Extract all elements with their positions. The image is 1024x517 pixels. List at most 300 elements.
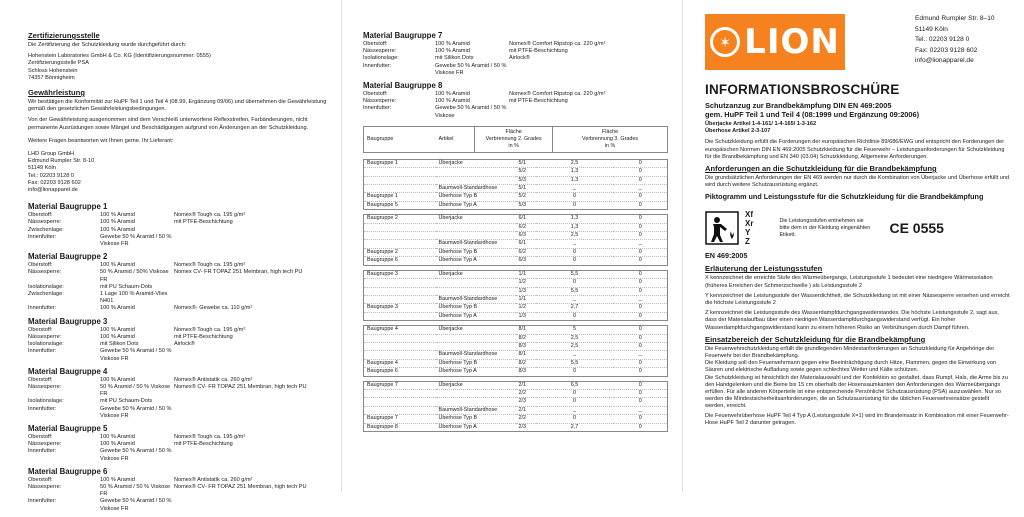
- table-cell: 8/3: [516, 342, 536, 350]
- table-cell: Baugruppe 8: [367, 423, 398, 430]
- table-cell: 0: [536, 415, 614, 423]
- table-cell: Überhose Typ B: [436, 304, 516, 312]
- table-cell: 0: [614, 359, 668, 367]
- material-block: [363, 31, 668, 77]
- material-cell: 100 % Aramid: [100, 262, 135, 269]
- table-cell: 2/3: [518, 423, 526, 430]
- table-cell: 0: [614, 159, 668, 167]
- material-cell: Nässesperre:: [28, 441, 62, 448]
- table-cell: 0: [614, 223, 668, 231]
- material-cell: Oberstoff:: [28, 433, 53, 440]
- table-cell: 5,5: [536, 287, 614, 295]
- table-cell: 0: [536, 248, 614, 256]
- warranty-text-3: Weitere Fragen beantworten wir Ihnen gerne. Ihr Lieferant:: [28, 137, 174, 144]
- material-row: [28, 284, 331, 291]
- table-cell: 5/2: [516, 168, 536, 176]
- material-cell: mit PTFE-Beschichtung: [174, 441, 233, 448]
- explanation-heading: Erläuterung der Leistungsstufen: [705, 264, 823, 274]
- material-cell: [174, 227, 331, 234]
- material-cell: Oberstoff:: [28, 262, 53, 269]
- burn-group-table: [363, 159, 668, 210]
- material-cell: 1 Lage 100 % Aramid-Vlies N401: [100, 291, 168, 305]
- requirements-text: Die grundsätzlichen Anforderungen der EN 469 werden nur durch die Kombination von Überjacke und Überhose erfüllt und wird durch weitere Schutzausrüstung ergänzt.: [705, 175, 1010, 189]
- table-cell: [436, 168, 516, 176]
- material-cell: [174, 448, 331, 462]
- material-title: Material Baugruppe 1: [28, 202, 108, 212]
- material-row: [28, 377, 331, 384]
- material-cell: Oberstoff:: [363, 41, 388, 47]
- material-cell: 100 % Aramid: [100, 433, 135, 440]
- material-cell: mit PTFE-Beschichtung: [509, 48, 568, 55]
- table-cell: [364, 351, 436, 359]
- material-cell: Oberstoff:: [28, 376, 53, 383]
- company-address: Edmund Rumpler Str. 8–10 51149 Köln Tel.: 02203 9128 0 Fax: 02203 9128 602 info@lionapparel.de: [915, 15, 995, 65]
- material-cell: [174, 284, 331, 291]
- articles-trousers: Überhose Artikel 2-3-107: [705, 128, 771, 135]
- table-cell: Baugruppe 1: [364, 159, 436, 167]
- cert-text: Die Zertifizierung der Schutzkleidung wurde durchgeführt durch:: [28, 42, 187, 48]
- table-cell: 0: [573, 201, 576, 208]
- material-row: [363, 55, 668, 62]
- table-cell: Baumwoll-Standardhose: [436, 185, 516, 193]
- table-cell: Baugruppe 6: [367, 368, 398, 375]
- cert-lab: Hohenstein Laboratories GmbH & Co. KG (Identifizierungsnummer: 0555) Zertifizierungsstelle PSA Schloss Hohenstein 74357 Bönnigheim: [28, 53, 211, 81]
- material-cell: Airlock®: [509, 55, 530, 62]
- material-block: [28, 424, 331, 463]
- table-cell: 0: [638, 257, 642, 264]
- page-left: [0, 0, 342, 512]
- explanation-y: Y kennzeichnet die Leistungsstufe der Wasserdichtheit, die Schutzkleidung ist mit einer Nässesperre versehen und erreicht die höchste Leistungsstufe 2: [705, 292, 1010, 307]
- table-cell: _: [614, 351, 668, 359]
- material-block: [28, 467, 331, 513]
- table-cell: [364, 295, 436, 303]
- table-cell: Baumwoll-Standardhose: [436, 295, 516, 303]
- material-cell: 100 % Aramid: [100, 226, 135, 233]
- table-cell: [436, 279, 516, 287]
- supplier-address: LHD Group GmbH Edmund Rumpler Str. 8-10 51149 Köln Tel.: 02203 9128 0 Fax: 02203 9128 602 info@lionapparel.de: [28, 151, 95, 194]
- table-cell: 0: [614, 389, 668, 397]
- table-row: [364, 215, 668, 223]
- material-cell: Oberstoff:: [28, 212, 53, 219]
- material-cell: [174, 406, 331, 420]
- material-cell: Nässesperre:: [28, 219, 62, 226]
- material-row: [28, 327, 331, 334]
- burn-group-table: [363, 381, 668, 432]
- table-cell: 0: [536, 193, 614, 201]
- page-right: [683, 0, 1024, 492]
- col-baugruppe: Baugruppe: [367, 135, 394, 142]
- material-cell: 100 % Aramid: [435, 48, 470, 55]
- brochure-title: INFORMATIONSBROSCHÜRE: [705, 82, 900, 97]
- lion-logo: [705, 14, 845, 70]
- table-row: [364, 159, 668, 167]
- cert-heading: Zertifizierungsstelle: [28, 31, 100, 40]
- middle-column: [363, 31, 668, 436]
- table-cell: 6/3: [518, 257, 526, 264]
- table-row: [364, 406, 668, 414]
- table-cell: 1/2: [516, 304, 536, 312]
- table-cell: 8/3: [518, 368, 526, 375]
- material-cell: Isolationslage:: [363, 55, 399, 62]
- table-row: [364, 381, 668, 389]
- material-cell: Gewebe 50 % Aramid / 50 % Viskose FR: [100, 448, 172, 462]
- material-row: [28, 219, 331, 226]
- material-cell: mit PTFE-Beschichtung: [509, 98, 568, 105]
- material-cell: [174, 498, 331, 512]
- intro-text: Die Schutzkleidung erfüllt die Forderungen der europäischen Richtlinie 89/686/EWG und entspricht den Forderungen der europäischen Normen DIN EN 469:2005 Schutzkleidung für die Feuerwehr – Leistungsanforderungen für Schutzkleidung für die Brandbekämpfung und EN 340 (03.04) Schutzkleidung, Allgemeine Anforderungen.: [705, 139, 1005, 160]
- table-cell: 2,5: [536, 342, 614, 350]
- en-label: EN 469:2005: [705, 251, 748, 261]
- material-row: [28, 384, 331, 398]
- material-block: [28, 367, 331, 420]
- material-cell: 50 % Aramid / 50 % Viskose FR: [100, 383, 171, 398]
- table-row: [364, 368, 668, 376]
- col-flaeche-3: Fläche Verbrennung 3. Grades in %: [553, 126, 668, 152]
- table-cell: 5: [536, 326, 614, 334]
- table-cell: [364, 287, 436, 295]
- table-cell: 8/2: [516, 334, 536, 342]
- material-row: [28, 448, 331, 462]
- material-cell: mit PTFE-Beschichtung: [174, 333, 233, 340]
- material-cell: mit PU Schaum-Dots: [100, 283, 153, 290]
- material-row: [28, 498, 331, 512]
- table-row: [364, 240, 668, 248]
- table-cell: 8/1: [516, 351, 536, 359]
- table-cell: Überhose Typ A: [438, 423, 477, 430]
- table-cell: Überjacke: [436, 381, 516, 389]
- table-cell: 0: [614, 342, 668, 350]
- table-cell: Baumwoll-Standardhose: [436, 351, 516, 359]
- table-cell: [364, 185, 436, 193]
- warranty-heading: Gewährleistung: [28, 88, 85, 98]
- material-cell: Nomex® Antistatik ca. 260 g/m²: [174, 376, 253, 383]
- table-cell: 0: [614, 304, 668, 312]
- material-cell: Nässesperre:: [28, 383, 62, 390]
- material-title: Material Baugruppe 7: [363, 31, 443, 40]
- table-cell: 0: [614, 215, 668, 223]
- table-cell: 1/3: [518, 312, 526, 319]
- table-row: [364, 398, 668, 406]
- table-cell: Überhose Typ B: [436, 193, 516, 201]
- table-cell: Überhose Typ A: [438, 368, 477, 375]
- table-cell: 2,5: [536, 334, 614, 342]
- table-cell: Überhose Typ B: [436, 248, 516, 256]
- table-cell: _: [614, 295, 668, 303]
- table-cell: 2,5: [536, 232, 614, 240]
- material-row: [28, 227, 331, 234]
- picto-levels: Xf Xr Y Z: [745, 210, 754, 247]
- table-cell: 0: [614, 232, 668, 240]
- table-cell: 1/2: [516, 279, 536, 287]
- table-cell: 2/3: [516, 398, 536, 406]
- material-cell: 100 % Aramid: [435, 98, 470, 105]
- table-row: [364, 176, 668, 184]
- table-cell: [436, 232, 516, 240]
- table-cell: 0: [536, 389, 614, 397]
- material-cell: mit PU Schaum-Dots: [100, 398, 153, 405]
- material-cell: 100 % Aramid: [100, 326, 135, 333]
- table-cell: Baugruppe 7: [364, 381, 436, 389]
- logo-text: LION: [744, 22, 840, 62]
- material-cell: mit PTFE-Beschichtung: [174, 219, 233, 226]
- table-cell: 0: [614, 415, 668, 423]
- pictogram-row: [705, 207, 1010, 249]
- table-row: [364, 295, 668, 303]
- pictogram-heading: Piktogramm und Leistungsstufe für die Schutzkleidung für die Brandbekämpfung: [705, 192, 984, 202]
- burn-table-header: [363, 126, 668, 153]
- table-row: [364, 257, 668, 265]
- burn-group-table: [363, 325, 668, 376]
- material-block: [28, 317, 331, 363]
- material-row: [363, 41, 668, 48]
- material-row: [28, 334, 331, 341]
- table-cell: [364, 168, 436, 176]
- table-row: [364, 168, 668, 176]
- table-cell: 0: [614, 168, 668, 176]
- material-cell: 100 % Aramid: [100, 219, 135, 226]
- firefighter-pictogram-icon: [705, 211, 739, 245]
- table-cell: _: [536, 185, 614, 193]
- material-cell: Nomex® Tough ca. 195 g/m²: [174, 433, 246, 440]
- table-cell: 0: [536, 398, 614, 406]
- material-cell: Nomex® CV- FR TOPAZ 251 Membran, high tech PU: [174, 483, 307, 490]
- table-cell: 8/1: [516, 326, 536, 334]
- material-row: [28, 434, 331, 441]
- subtitle-2: gem. HuPF Teil 1 und Teil 4 (08:1999 und Ergänzung 09:2006): [705, 110, 920, 119]
- table-row: [364, 185, 668, 193]
- material-cell: Nomex® CV- FR TOPAZ 251 Membran, high tech PU: [174, 383, 307, 390]
- material-title: Material Baugruppe 2: [28, 252, 108, 262]
- material-title: Material Baugruppe 6: [28, 466, 108, 476]
- table-cell: [364, 342, 436, 350]
- table-row: [364, 232, 668, 240]
- material-cell: Oberstoff:: [28, 326, 53, 333]
- material-row: [28, 484, 331, 498]
- table-row: [364, 304, 668, 312]
- table-cell: _: [536, 406, 614, 414]
- table-cell: _: [536, 351, 614, 359]
- material-cell: Nässesperre:: [363, 98, 397, 105]
- material-cell: [509, 63, 668, 77]
- table-cell: 2,5: [536, 159, 614, 167]
- table-row: [364, 279, 668, 287]
- material-cell: Innenfutter:: [28, 305, 57, 312]
- material-cell: Gewebe 50 % Aramid / 50 % Viskose FR: [100, 498, 172, 512]
- table-cell: 0: [638, 368, 642, 375]
- table-cell: Baugruppe 2: [364, 215, 436, 223]
- col-artikel: Artikel: [438, 135, 454, 142]
- table-cell: [364, 232, 436, 240]
- material-cell: Zwischenlage:: [28, 226, 64, 233]
- material-title: Material Baugruppe 5: [28, 423, 108, 433]
- right-column: [705, 101, 1010, 427]
- material-title: Material Baugruppe 4: [28, 366, 108, 376]
- table-cell: 0: [614, 381, 668, 389]
- explanation-x: X kennzeichnet die erreichte Stufe des Wärmeübergangs, Leistungsstufe 1 bedeutet eine niedrigere Wärmeisolation (früheres Erreichen der Schmerzschwelle ) als Leistungsstufe 2: [705, 275, 993, 289]
- table-cell: Baugruppe 4: [364, 326, 436, 334]
- material-cell: 100 % Aramid: [100, 476, 135, 483]
- table-cell: 2,7: [536, 304, 614, 312]
- table-cell: 1,3: [536, 168, 614, 176]
- table-cell: Überjacke: [436, 159, 516, 167]
- material-row: [363, 63, 668, 77]
- material-block: [28, 202, 331, 248]
- table-cell: Überjacke: [436, 270, 516, 278]
- scope-text-2: Die Kleidung soll den Feuerwehrmann gegen eine Beeinträchtigung durch Hitze, Flammen, gegen die Einwirkung von Säuren und elektrische Aufladung sowie gegen schlechtes Wetter und Kälte schützen.: [705, 360, 997, 374]
- material-cell: Nomex® Tough ca. 195 g/m²: [174, 212, 246, 219]
- material-cell: Gewebe 50 % Aramid / 50 % Viskose FR: [100, 348, 172, 362]
- table-cell: 5,5: [536, 270, 614, 278]
- table-cell: [364, 176, 436, 184]
- material-cell: Innenfutter:: [363, 62, 392, 69]
- material-row: [28, 348, 331, 362]
- table-cell: [436, 223, 516, 231]
- table-cell: 0: [614, 176, 668, 184]
- material-cell: Nomex® Tough ca. 195 g/m²: [174, 326, 246, 333]
- material-cell: Isolationslage:: [28, 283, 64, 290]
- table-cell: _: [536, 295, 614, 303]
- subtitle-1: Schutzanzug zur Brandbekämpfung DIN EN 469:2005: [705, 101, 892, 110]
- table-row: [364, 287, 668, 295]
- table-cell: 0: [614, 334, 668, 342]
- ce-mark: CE 0555: [889, 220, 944, 237]
- table-cell: 6/2: [516, 248, 536, 256]
- table-cell: 0: [573, 368, 576, 375]
- table-cell: _: [614, 185, 668, 193]
- material-row: [28, 341, 331, 348]
- material-row: [28, 234, 331, 248]
- material-cell: Nässesperre:: [28, 333, 62, 340]
- table-cell: 8/2: [516, 359, 536, 367]
- material-cell: Nomex® Tough ca. 195 g/m²: [174, 262, 246, 269]
- table-cell: 0: [638, 312, 642, 319]
- table-cell: [364, 389, 436, 397]
- table-cell: Überhose Typ B: [436, 415, 516, 423]
- table-row: [364, 342, 668, 350]
- table-cell: [364, 279, 436, 287]
- material-cell: 100 % Aramid: [100, 376, 135, 383]
- table-cell: 2/1: [516, 381, 536, 389]
- table-row: [364, 351, 668, 359]
- articles-jacket: Überjacke Artikel 1-4-161/ 1-4-165/ 1-3-162: [705, 121, 817, 127]
- table-cell: [364, 240, 436, 248]
- material-cell: Nomex® Comfort Ripstop ca. 220 g/m²: [509, 41, 606, 47]
- table-cell: 6/1: [516, 215, 536, 223]
- material-cell: 100 % Aramid: [435, 91, 470, 98]
- material-cell: Innenfutter:: [28, 498, 57, 505]
- table-cell: 0: [614, 193, 668, 201]
- material-block: [28, 252, 331, 312]
- table-row: [364, 423, 668, 431]
- material-row: [28, 305, 331, 312]
- material-cell: Nomex®- Gewebe ca. 110 g/m²: [174, 305, 253, 312]
- material-cell: 100 % Aramid: [100, 305, 135, 312]
- table-cell: Überjacke: [436, 215, 516, 223]
- material-cell: Isolationslage:: [28, 341, 64, 348]
- table-cell: 0: [614, 398, 668, 406]
- table-row: [364, 193, 668, 201]
- table-cell: 5/3: [518, 201, 526, 208]
- material-cell: 50 % Aramid / 50% Viskose FR: [100, 269, 169, 283]
- table-cell: 6/2: [516, 223, 536, 231]
- material-cell: Nomex CV- FR TOPAZ 251 Membran, high tech PU: [174, 269, 303, 276]
- materials-list: [28, 202, 331, 513]
- left-column: [28, 31, 331, 517]
- material-row: [28, 291, 331, 305]
- material-cell: Nomex® Antistatik ca. 260 g/m²: [174, 476, 253, 483]
- material-row: [28, 441, 331, 448]
- material-cell: [174, 291, 331, 305]
- table-row: [364, 223, 668, 231]
- material-row: [28, 269, 331, 283]
- material-row: [28, 212, 331, 219]
- table-cell: [364, 334, 436, 342]
- table-cell: 2,7: [570, 423, 579, 430]
- requirements-heading: Anforderungen an die Schutzkleidung für die Brandbekämpfung: [705, 164, 937, 174]
- table-row: [364, 248, 668, 256]
- table-cell: Überhose Typ B: [436, 359, 516, 367]
- warranty-text-1: Wir bestätigen die Konformität zur HuPF Teil 1 und Teil 4 (08.99, Ergänzung 09/06) und übernehmen die Gewährleistung gemäß den gesetzlichen Gewährleistungsbedingungen.: [28, 99, 327, 113]
- material-cell: Nomex® Comfort Ripstop ca. 220 g/m²: [509, 91, 606, 98]
- material-row: [28, 477, 331, 484]
- table-cell: Baugruppe 7: [364, 415, 436, 423]
- table-cell: Überhose Typ A: [438, 201, 477, 208]
- warranty-text-2: Von der Gewährleistung ausgenommen sind dem Verschleiß unterworfene Reflexstreifen, Farbänderungen, nicht permanente Ausrüstungen sowie Mängel und Beschädigungen aufgrund von Änderungen an der Schutzkleidung.: [28, 117, 309, 131]
- material-cell: 100 % Aramid: [100, 441, 135, 448]
- material-cell: Oberstoff:: [363, 91, 388, 98]
- table-cell: 6/3: [516, 232, 536, 240]
- material-cell: [174, 234, 331, 248]
- table-cell: Baugruppe 3: [364, 270, 436, 278]
- material-cell: mit Silikon Dots: [435, 55, 474, 62]
- table-cell: 1,3: [536, 176, 614, 184]
- table-cell: Baumwoll-Standardhose: [436, 406, 516, 414]
- material-title: Material Baugruppe 8: [363, 81, 443, 91]
- table-cell: 1/3: [516, 287, 536, 295]
- table-cell: 0: [638, 201, 642, 208]
- table-cell: [364, 223, 436, 231]
- table-cell: [436, 176, 516, 184]
- table-row: [364, 334, 668, 342]
- material-cell: Innenfutter:: [363, 105, 392, 112]
- table-row: [364, 326, 668, 334]
- table-cell: [364, 406, 436, 414]
- material-cell: Innenfutter:: [28, 233, 57, 240]
- page-middle: [342, 0, 683, 492]
- table-cell: Baumwoll-Standardhose: [436, 240, 516, 248]
- material-cell: Innenfutter:: [28, 348, 57, 355]
- table-cell: Baugruppe 1: [364, 193, 436, 201]
- table-cell: 6/1: [516, 240, 536, 248]
- table-cell: [436, 287, 516, 295]
- table-row: [364, 270, 668, 278]
- material-cell: [509, 105, 668, 119]
- material-cell: [174, 348, 331, 362]
- table-cell: 6,5: [536, 381, 614, 389]
- table-cell: Baugruppe 3: [364, 304, 436, 312]
- table-cell: 2/1: [516, 406, 536, 414]
- table-cell: Baugruppe 4: [364, 359, 436, 367]
- material-cell: Airlock®: [174, 341, 195, 348]
- material-cell: Gewebe 50 % Aramid / 50 % Viskose FR: [435, 62, 507, 76]
- table-cell: _: [536, 240, 614, 248]
- table-cell: [364, 398, 436, 406]
- table-cell: Überjacke: [436, 326, 516, 334]
- explanation-z: Z kennzeichnet die Leistungsstufe des Wasserdampfdurchgangswiderstandes. Die höchste Leistungsstufe 2, sagt aus, dass der Materialaufbau über einen niedrigen Wasserdampfdurchgangswiderstand verfügt. Ein hoher Wasserdampfdurchgangswiderstand kann zu einem höheren Risiko an Verbrühungen durch Dampf führen.: [705, 310, 999, 331]
- material-row: [363, 105, 668, 119]
- materials-list-2: [363, 31, 668, 120]
- burn-table-groups: [363, 159, 668, 432]
